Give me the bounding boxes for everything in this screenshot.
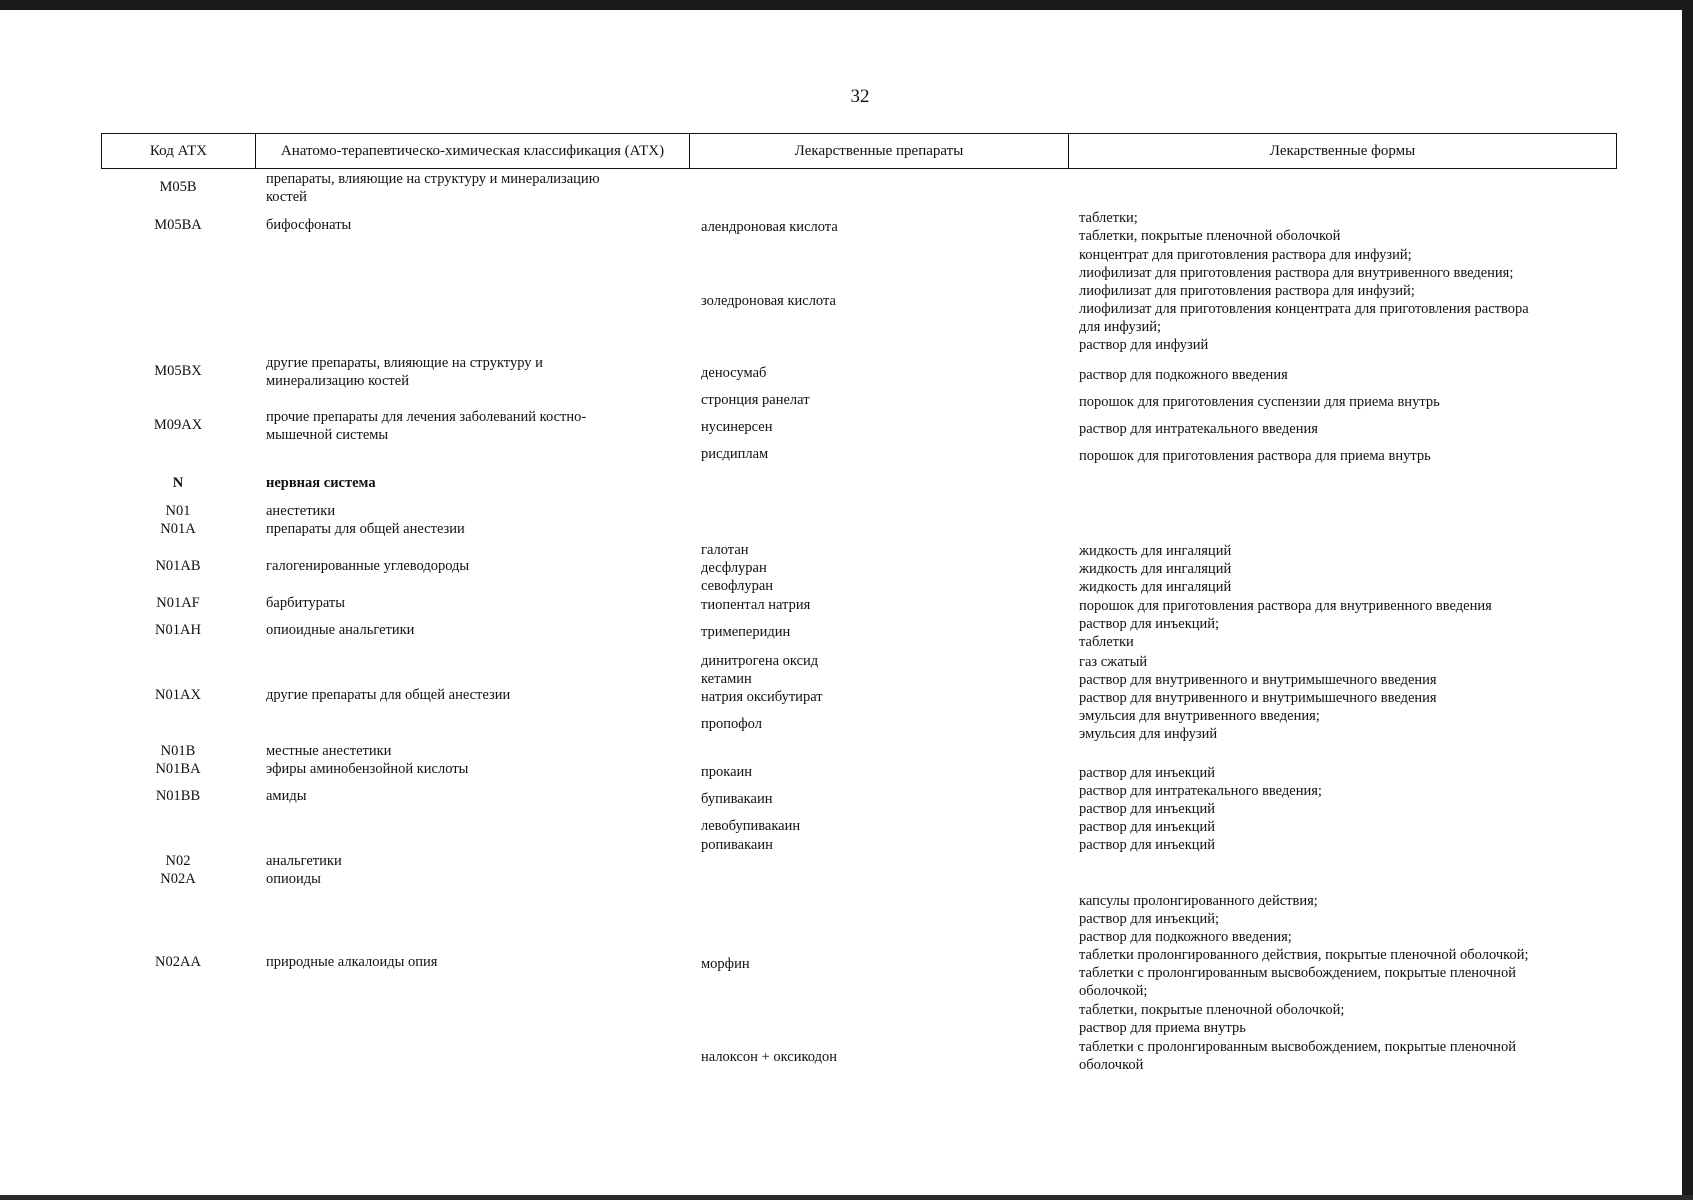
dosage-form: раствор для инъекций [1079, 765, 1216, 781]
atc-class: природные алкалоиды опия [266, 954, 438, 970]
dosage-form: таблетки, покрытые пленочной оболочкой [1079, 228, 1341, 244]
scan-border-bottom [0, 1195, 1693, 1200]
dosage-form: порошок для приготовления раствора для внутривенного введения [1079, 598, 1492, 614]
atc-class: анальгетики [266, 853, 342, 869]
header-classification: Анатомо-терапевтическо-химическая классификация (АТХ) [256, 134, 690, 168]
dosage-form: раствор для подкожного введения [1079, 367, 1288, 383]
drug-name: прокаин [701, 764, 753, 780]
header-forms: Лекарственные формы [1269, 142, 1416, 159]
dosage-form: капсулы пролонгированного действия; [1079, 893, 1318, 909]
scan-border-right [1682, 0, 1693, 1200]
dosage-form: раствор для инъекций; [1079, 616, 1220, 632]
drug-name: бупивакаин [701, 791, 773, 807]
drug-name: левобупивакаин [701, 818, 801, 834]
atc-code: M05BX [154, 363, 202, 379]
drug-name: пропофол [701, 716, 762, 732]
atc-code: N01AB [155, 558, 201, 574]
atc-class: костей [266, 189, 307, 205]
dosage-form: раствор для внутривенного и внутримышечного введения [1079, 690, 1437, 706]
atc-class: бифосфонаты [266, 217, 352, 233]
atc-code: M05B [159, 179, 197, 195]
atc-class: мышечной системы [266, 427, 389, 443]
atc-class: эфиры аминобензойной кислоты [266, 761, 469, 777]
atc-class: барбитураты [266, 595, 345, 611]
drug-name: стронция ранелат [701, 392, 810, 408]
drug-name: деносумаб [701, 365, 767, 381]
atc-class: минерализацию костей [266, 373, 409, 389]
dosage-form: раствор для инъекций [1079, 819, 1216, 835]
dosage-form: таблетки, покрытые пленочной оболочкой; [1079, 1002, 1345, 1018]
atc-code: N [172, 475, 184, 491]
drug-name: десфлуран [701, 560, 767, 576]
atc-class: анестетики [266, 503, 336, 519]
atc-class: другие препараты для общей анестезии [266, 687, 511, 703]
dosage-form: эмульсия для внутривенного введения; [1079, 708, 1320, 724]
dosage-form: раствор для инъекций [1079, 837, 1216, 853]
atc-code: M09AX [153, 417, 203, 433]
atc-class: препараты для общей анестезии [266, 521, 465, 537]
drug-name: севофлуран [701, 578, 774, 594]
dosage-form: для инфузий; [1079, 319, 1161, 335]
drug-name: тиопентал натрия [701, 597, 811, 613]
atc-class: другие препараты, влияющие на структуру и [266, 355, 543, 371]
dosage-form: таблетки [1079, 634, 1134, 650]
atc-code: N01 [165, 503, 191, 519]
drug-name: золедроновая кислота [701, 293, 836, 309]
drug-name: морфин [701, 956, 750, 972]
atc-class: нервная система [266, 475, 376, 491]
dosage-form: раствор для инъекций [1079, 801, 1216, 817]
dosage-form: раствор для интратекального введения; [1079, 783, 1322, 799]
dosage-form: раствор для инъекций; [1079, 911, 1220, 927]
atc-code: N01BA [155, 761, 201, 777]
dosage-form: лиофилизат для приготовления раствора для внутривенного введения; [1079, 265, 1514, 281]
dosage-form: жидкость для ингаляций [1079, 579, 1232, 595]
atc-code: N01AH [155, 622, 201, 638]
dosage-form: концентрат для приготовления раствора для инфузий; [1079, 247, 1412, 263]
drug-name: тримеперидин [701, 624, 791, 640]
header-drugs: Лекарственные препараты [690, 134, 1069, 168]
atc-class: местные анестетики [266, 743, 392, 759]
dosage-form: таблетки с пролонгированным высвобождением, покрытые пленочной [1079, 1039, 1516, 1055]
dosage-form: таблетки; [1079, 210, 1138, 226]
scan-border-top [0, 0, 1693, 10]
dosage-form: оболочкой; [1079, 983, 1148, 999]
drug-name: налоксон + оксикодон [701, 1049, 838, 1065]
atc-code: N01AF [156, 595, 200, 611]
dosage-form: жидкость для ингаляций [1079, 543, 1232, 559]
dosage-form: эмульсия для инфузий [1079, 726, 1218, 742]
dosage-form: лиофилизат для приготовления раствора для инфузий; [1079, 283, 1415, 299]
drug-name: динитрогена оксид [701, 653, 819, 669]
table-header [101, 133, 1617, 169]
drug-name: алендроновая кислота [701, 219, 838, 235]
drug-name: натрия оксибутират [701, 689, 823, 705]
header-code: Код АТХ [102, 134, 256, 168]
atc-code: N01B [160, 743, 196, 759]
dosage-form: раствор для инфузий [1079, 337, 1209, 353]
atc-code: N02 [165, 853, 191, 869]
atc-code: N01A [160, 521, 196, 537]
atc-class: опиоидные анальгетики [266, 622, 415, 638]
atc-code: N02A [160, 871, 196, 887]
dosage-form: таблетки с пролонгированным высвобождением, покрытые пленочной [1079, 965, 1516, 981]
dosage-form: раствор для интратекального введения [1079, 421, 1318, 437]
dosage-form: оболочкой [1079, 1057, 1144, 1073]
dosage-form: газ сжатый [1079, 654, 1148, 670]
drug-name: рисдиплам [701, 446, 769, 462]
dosage-form: порошок для приготовления суспензии для приема внутрь [1079, 394, 1440, 410]
atc-code: M05BA [154, 217, 202, 233]
dosage-form: таблетки пролонгированного действия, покрытые пленочной оболочкой; [1079, 947, 1529, 963]
dosage-form: порошок для приготовления раствора для приема внутрь [1079, 448, 1431, 464]
page-number: 32 [850, 86, 870, 107]
atc-code: N01BB [155, 788, 201, 804]
atc-class: галогенированные углеводороды [266, 558, 470, 574]
dosage-form: жидкость для ингаляций [1079, 561, 1232, 577]
atc-code: N02AA [155, 954, 201, 970]
atc-class: прочие препараты для лечения заболеваний костно- [266, 409, 587, 425]
atc-code: N01AX [155, 687, 201, 703]
drug-name: ропивакаин [701, 837, 773, 853]
dosage-form: раствор для приема внутрь [1079, 1020, 1246, 1036]
dosage-form: раствор для внутривенного и внутримышечного введения [1079, 672, 1437, 688]
atc-class: опиоиды [266, 871, 321, 887]
atc-class: препараты, влияющие на структуру и минерализацию [266, 171, 600, 187]
dosage-form: раствор для подкожного введения; [1079, 929, 1292, 945]
drug-name: нусинерсен [701, 419, 773, 435]
drug-name: кетамин [701, 671, 752, 687]
dosage-form: лиофилизат для приготовления концентрата для приготовления раствора [1079, 301, 1529, 317]
atc-class: амиды [266, 788, 307, 804]
drug-name: галотан [701, 542, 749, 558]
